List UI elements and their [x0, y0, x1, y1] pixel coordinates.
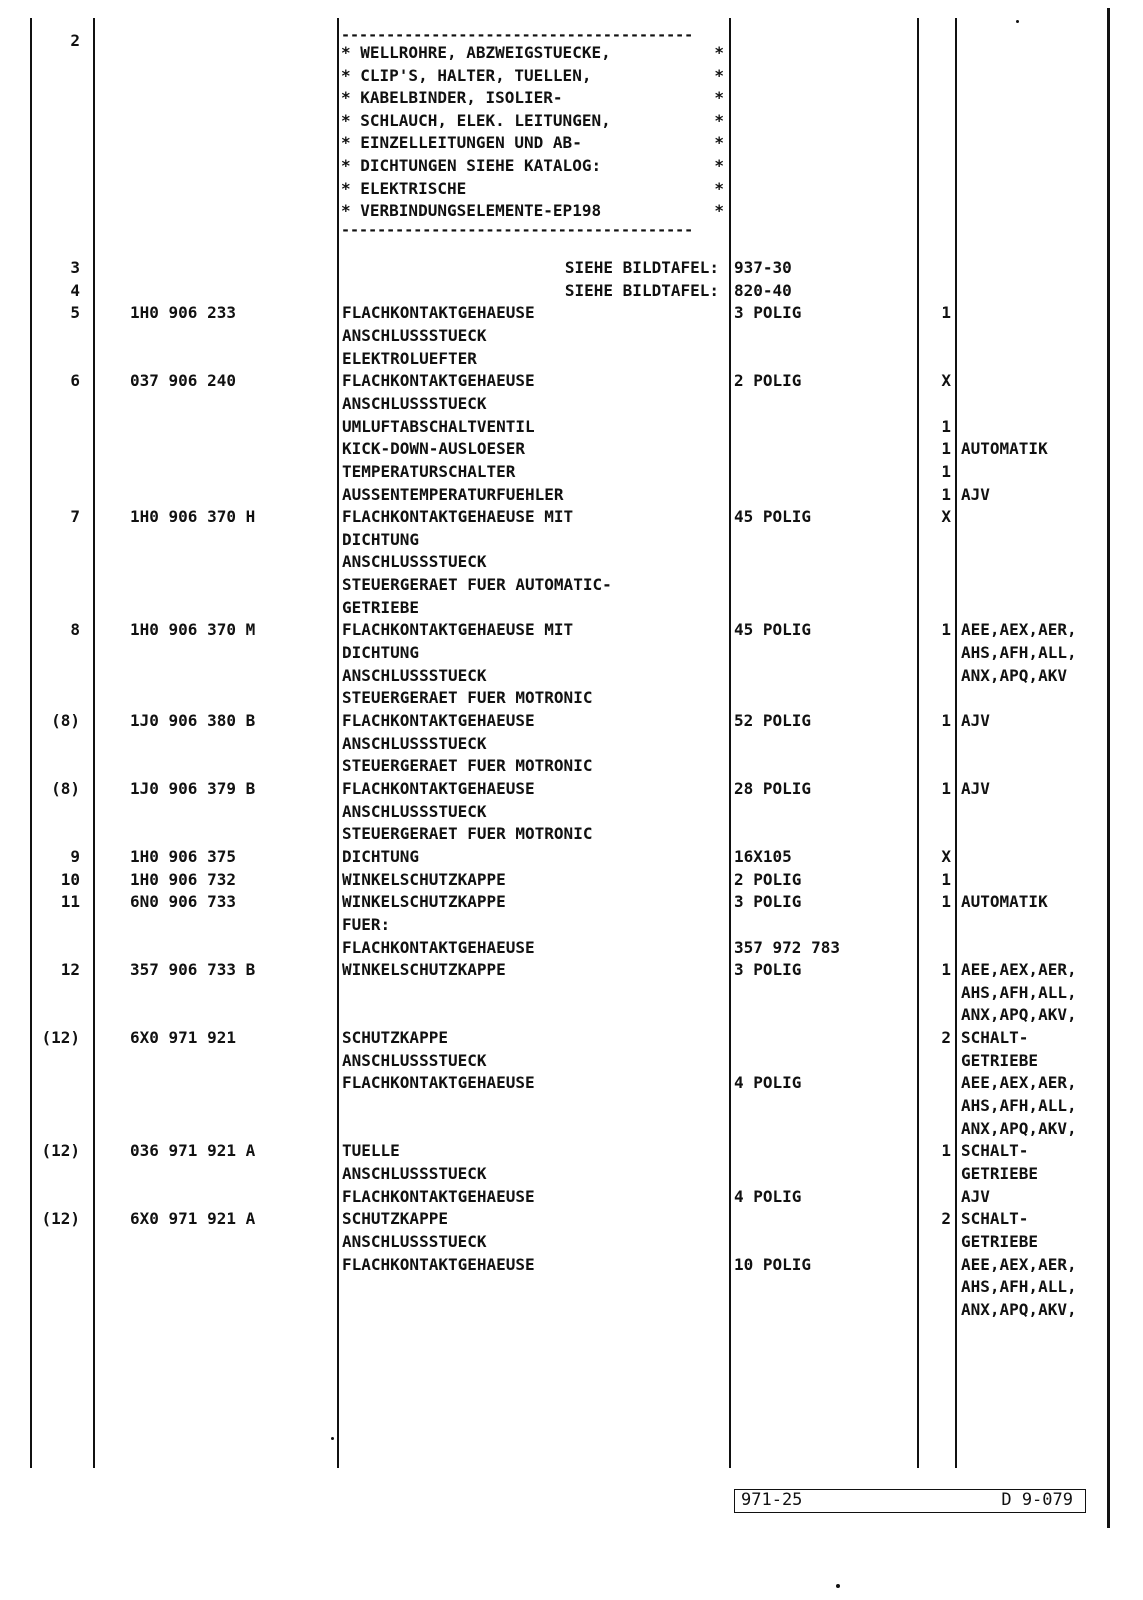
cell-qty: 1 [941, 620, 951, 640]
cell-pos: (8) [51, 778, 80, 798]
notice-star: * [714, 178, 724, 198]
table-row [0, 393, 1143, 416]
cell-pos: 3 [70, 258, 80, 277]
cell-desc: FLACHKONTAKTGEHAEUSE [342, 371, 535, 391]
cell-model: AJV [961, 778, 990, 798]
scan-speck [1016, 20, 1019, 23]
cell-desc: TEMPERATURSCHALTER [342, 461, 516, 481]
table-row [0, 574, 1143, 597]
table-row [0, 642, 1143, 665]
cell-model: GETRIEBE [961, 1050, 1039, 1070]
cell-part: 1H0 906 370 M [130, 620, 256, 640]
cell-desc: ANSCHLUSSSTUECK [342, 1231, 487, 1251]
cell-model: AJV [961, 484, 990, 504]
cell-qty: X [941, 507, 951, 527]
table-row [0, 1299, 1143, 1322]
table-row [0, 1231, 1143, 1254]
table-row [0, 1276, 1143, 1299]
cell-desc: STEUERGERAET FUER MOTRONIC [342, 688, 593, 708]
cell-remark: 3 POLIG [734, 960, 802, 980]
table-row [0, 529, 1143, 552]
table-row [0, 461, 1143, 484]
cell-desc: ANSCHLUSSSTUECK [342, 552, 487, 572]
cell-desc: ELEKTROLUEFTER [342, 348, 477, 368]
cell-remark: 3 POLIG [734, 303, 802, 323]
notice-star: * [341, 110, 361, 130]
notice-star: * [341, 155, 361, 175]
cell-remark: 52 POLIG [734, 711, 812, 730]
cell-part: 036 971 921 A [130, 1141, 256, 1161]
cell-desc: SCHUTZKAPPE [342, 1028, 448, 1048]
cell-desc: FLACHKONTAKTGEHAEUSE [342, 778, 535, 798]
cell-model: AUTOMATIK [961, 439, 1048, 459]
cell-qty: X [941, 371, 951, 391]
cell-desc: FLACHKONTAKTGEHAEUSE [342, 1073, 535, 1093]
table-row [0, 1208, 1143, 1231]
cell-qty: 1 [941, 778, 951, 798]
cell-desc: FLACHKONTAKTGEHAEUSE [342, 711, 535, 730]
cell-model: AJV [961, 1186, 990, 1206]
cell-pos: 5 [70, 303, 80, 323]
notice-text: WELLROHRE, ABZWEIGSTUECKE, [360, 43, 611, 62]
notice-text: KABELBINDER, ISOLIER- [360, 88, 563, 108]
cell-pos: (8) [51, 711, 80, 730]
cell-qty: X [941, 846, 951, 866]
cell-desc: FLACHKONTAKTGEHAEUSE MIT [342, 507, 574, 527]
notice-text: CLIP'S, HALTER, TUELLEN, [360, 65, 592, 85]
scan-speck [331, 1437, 334, 1440]
cell-model: AJV [961, 711, 990, 730]
table-row [0, 325, 1143, 348]
cell-pos: 10 [60, 869, 80, 889]
table-row [0, 597, 1143, 620]
notice-star: * [714, 155, 724, 175]
cell-desc: AUSSENTEMPERATURFUEHLER [342, 484, 564, 504]
cell-qty: 1 [941, 303, 951, 323]
cell-desc: SIEHE BILDTAFEL: [564, 280, 719, 300]
table-row [0, 1004, 1143, 1027]
table-row [0, 1095, 1143, 1118]
cell-remark: 45 POLIG [734, 620, 812, 640]
cell-model: AHS,AFH,ALL, [961, 1096, 1077, 1116]
cell-model: ANX,APQ,AKV, [961, 1299, 1077, 1319]
cell-desc: SIEHE BILDTAFEL: [564, 258, 719, 277]
notice-border-bottom: --------------------------------------- [341, 222, 694, 237]
table-row [0, 982, 1143, 1005]
cell-desc: GETRIEBE [342, 597, 420, 617]
cell-desc: SCHUTZKAPPE [342, 1209, 448, 1229]
cell-qty: 1 [941, 960, 951, 980]
cell-model: AHS,AFH,ALL, [961, 982, 1077, 1002]
cell-desc: DICHTUNG [342, 846, 420, 866]
footer-illustration-number: 971-25 [741, 1490, 803, 1510]
table-row [0, 438, 1143, 461]
table-row [0, 506, 1143, 529]
table-row [0, 257, 1143, 280]
cell-qty: 1 [941, 439, 951, 459]
notice-star: * [714, 43, 724, 62]
cell-remark: 16X105 [734, 846, 792, 866]
cell-desc: STEUERGERAET FUER MOTRONIC [342, 824, 593, 844]
cell-desc: ANSCHLUSSSTUECK [342, 393, 487, 413]
cell-remark: 2 POLIG [734, 371, 802, 391]
cell-desc: KICK-DOWN-AUSLOESER [342, 439, 526, 459]
cell-model: ANX,APQ,AKV, [961, 1118, 1077, 1138]
notice-star: * [714, 110, 724, 130]
cell-remark: 820-40 [734, 280, 792, 300]
cell-part: 1J0 906 380 B [130, 711, 256, 730]
cell-desc: DICHTUNG [342, 529, 420, 549]
cell-desc: FLACHKONTAKTGEHAEUSE [342, 303, 535, 323]
cell-desc: ANSCHLUSSSTUECK [342, 801, 487, 821]
notice-star: * [714, 201, 724, 221]
cell-model: GETRIEBE [961, 1231, 1039, 1251]
table-row [0, 1050, 1143, 1073]
notice-border-top: --------------------------------------- [341, 28, 694, 42]
table-row [0, 1118, 1143, 1141]
cell-desc: STEUERGERAET FUER MOTRONIC [342, 756, 593, 776]
notice-star: * [341, 178, 361, 198]
notice-star: * [341, 201, 361, 221]
cell-qty: 1 [941, 484, 951, 504]
table-row [0, 1254, 1143, 1277]
cell-qty: 1 [941, 869, 951, 889]
table-row [0, 869, 1143, 892]
cell-model: AHS,AFH,ALL, [961, 643, 1077, 663]
cell-desc: ANSCHLUSSSTUECK [342, 1050, 487, 1070]
cell-remark: 28 POLIG [734, 778, 812, 798]
cell-model: AHS,AFH,ALL, [961, 1277, 1077, 1297]
cell-model: SCHALT- [961, 1209, 1029, 1229]
table-row [0, 959, 1143, 982]
notice-text: DICHTUNGEN SIEHE KATALOG: [360, 155, 602, 175]
cell-model: ANX,APQ,AKV, [961, 1005, 1077, 1025]
cell-desc: ANSCHLUSSSTUECK [342, 1164, 487, 1183]
notice-star: * [341, 65, 361, 85]
cell-desc: ANSCHLUSSSTUECK [342, 325, 487, 345]
cell-pos: 4 [70, 280, 80, 300]
cell-pos: 12 [60, 960, 80, 980]
notice-star: * [341, 88, 361, 108]
table-row [0, 551, 1143, 574]
cell-qty: 2 [941, 1028, 951, 1048]
table-row [0, 687, 1143, 710]
notice-star: * [341, 133, 361, 153]
table-row [0, 619, 1143, 642]
cell-desc: FLACHKONTAKTGEHAEUSE [342, 1186, 535, 1206]
cell-desc: UMLUFTABSCHALTVENTIL [342, 416, 535, 436]
cell-desc: WINKELSCHUTZKAPPE [342, 892, 506, 912]
table-row [0, 416, 1143, 439]
cell-model: SCHALT- [961, 1028, 1029, 1048]
cell-qty: 1 [941, 1141, 951, 1161]
table-row [0, 370, 1143, 393]
cell-remark: 2 POLIG [734, 869, 802, 889]
cell-pos: 2 [70, 31, 80, 50]
cell-qty: 1 [941, 461, 951, 481]
cell-model: AEE,AEX,AER, [961, 960, 1077, 980]
cell-desc: FLACHKONTAKTGEHAEUSE [342, 1254, 535, 1274]
cell-desc: DICHTUNG [342, 643, 420, 663]
table-row [0, 778, 1143, 801]
cell-desc: FLACHKONTAKTGEHAEUSE MIT [342, 620, 574, 640]
cell-model: AEE,AEX,AER, [961, 620, 1077, 640]
table-row [0, 710, 1143, 733]
table-row [0, 302, 1143, 325]
table-row [0, 1186, 1143, 1209]
notice-star: * [714, 88, 724, 108]
cell-desc: ANSCHLUSSSTUECK [342, 665, 487, 685]
table-row [0, 665, 1143, 688]
cell-pos: 8 [70, 620, 80, 640]
cell-part: 1H0 906 233 [130, 303, 236, 323]
table-row [0, 30, 1143, 53]
table-row [0, 348, 1143, 371]
notice-star: * [341, 43, 361, 62]
cell-remark: 3 POLIG [734, 892, 802, 912]
table-row [0, 846, 1143, 869]
cell-pos: (12) [41, 1209, 80, 1229]
cell-remark: 4 POLIG [734, 1186, 802, 1206]
cell-model: SCHALT- [961, 1141, 1029, 1161]
cell-part: 1H0 906 370 H [130, 507, 256, 527]
cell-model: AEE,AEX,AER, [961, 1254, 1077, 1274]
table-row [0, 1027, 1143, 1050]
table-row [0, 937, 1143, 960]
cell-remark: 357 972 783 [734, 937, 840, 957]
cell-pos: 9 [70, 846, 80, 866]
table-row [0, 1072, 1143, 1095]
table-row [0, 891, 1143, 914]
notice-text: VERBINDUNGSELEMENTE-EP198 [360, 201, 602, 221]
scan-speck [836, 1584, 840, 1588]
cell-desc: FUER: [342, 914, 391, 934]
cell-pos: 6 [70, 371, 80, 391]
cell-qty: 1 [941, 416, 951, 436]
table-row [0, 1163, 1143, 1186]
notice-star: * [714, 65, 724, 85]
cell-remark: 937-30 [734, 258, 792, 277]
notice-text: SCHLAUCH, ELEK. LEITUNGEN, [360, 110, 611, 130]
cell-pos: (12) [41, 1028, 80, 1048]
cell-part: 357 906 733 B [130, 960, 256, 980]
cell-part: 1H0 906 375 [130, 846, 236, 866]
page-reference [734, 1489, 1086, 1513]
cell-part: 6X0 971 921 A [130, 1209, 256, 1229]
cell-part: 6X0 971 921 [130, 1028, 236, 1048]
table-row [0, 801, 1143, 824]
notice-text: ELEKTRISCHE [360, 178, 467, 198]
notice-star: * [714, 133, 724, 153]
cell-desc: WINKELSCHUTZKAPPE [342, 960, 506, 980]
cell-remark: 45 POLIG [734, 507, 812, 527]
cell-qty: 1 [941, 711, 951, 730]
cell-desc: STEUERGERAET FUER AUTOMATIC- [342, 575, 612, 595]
cell-part: 1J0 906 379 B [130, 778, 256, 798]
table-row [0, 733, 1143, 756]
notice-text: EINZELLEITUNGEN UND AB- [360, 133, 582, 153]
cell-qty: 2 [941, 1209, 951, 1229]
table-row [0, 914, 1143, 937]
cell-model: ANX,APQ,AKV [961, 665, 1067, 685]
cell-part: 037 906 240 [130, 371, 236, 391]
cell-qty: 1 [941, 892, 951, 912]
cell-desc: TUELLE [342, 1141, 400, 1161]
table-row [0, 823, 1143, 846]
cell-remark: 4 POLIG [734, 1073, 802, 1093]
cell-desc: ANSCHLUSSSTUECK [342, 733, 487, 753]
cell-model: AEE,AEX,AER, [961, 1073, 1077, 1093]
cell-part: 6N0 906 733 [130, 892, 236, 912]
cell-part: 1H0 906 732 [130, 869, 236, 889]
cell-remark: 10 POLIG [734, 1254, 812, 1274]
table-row [0, 280, 1143, 303]
cell-model: AUTOMATIK [961, 892, 1048, 912]
cell-desc: FLACHKONTAKTGEHAEUSE [342, 937, 535, 957]
table-row [0, 755, 1143, 778]
table-row [0, 1140, 1143, 1163]
footer-page-number: D 9-079 [1001, 1490, 1073, 1510]
cell-model: GETRIEBE [961, 1164, 1039, 1183]
cell-pos: 11 [60, 892, 80, 912]
cell-desc: WINKELSCHUTZKAPPE [342, 869, 506, 889]
table-row [0, 484, 1143, 507]
cell-pos: (12) [41, 1141, 80, 1161]
cell-pos: 7 [70, 507, 80, 527]
